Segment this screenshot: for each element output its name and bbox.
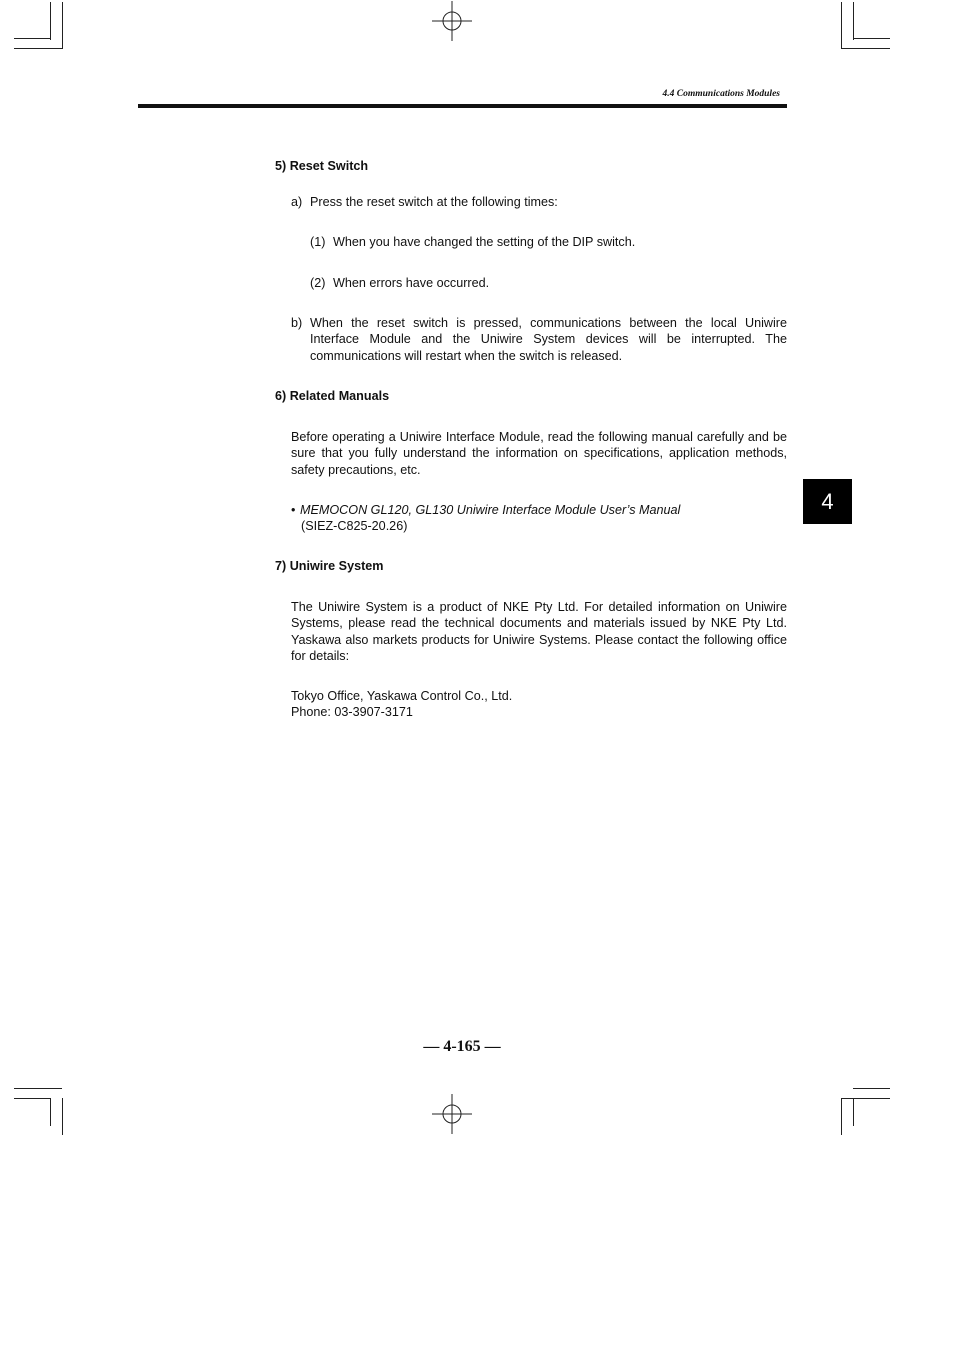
crop-mark [841,2,842,49]
crop-mark [853,1098,854,1126]
crop-mark [62,1098,63,1135]
crop-mark [14,38,51,39]
list-item-text: When the reset switch is pressed, communications between the local Uniwire Interface Module and the Uniwire System devices will be interrupted. The communications will restart when the switch is released. [310,316,787,363]
crop-mark [853,38,890,39]
list-label: a) [291,195,303,209]
manual-title: MEMOCON GL120, GL130 Uniwire Interface Module User’s Manual [300,503,681,517]
office-name: Tokyo Office, Yaskawa Control Co., Ltd. [291,689,513,703]
crop-mark [841,1098,842,1135]
crop-mark [14,1098,51,1099]
page-number: — 4-165 — [423,1038,501,1055]
running-header: 4.4 Communications Modules [662,89,780,99]
manual-code: (SIEZ-C825-20.26) [301,519,408,533]
header-rule [138,104,787,108]
registration-crosshair-icon [432,1094,472,1134]
crop-mark [62,2,63,49]
list-item-text: Press the reset switch at the following times: [310,195,558,209]
sublist-label: (2) [310,276,326,290]
bullet: • [291,503,296,517]
section-heading: 5) Reset Switch [275,159,369,173]
crop-mark [853,1088,890,1089]
crop-mark [841,48,890,49]
registration-crosshair-icon [432,1,472,41]
office-phone: Phone: 03-3907-3171 [291,705,413,719]
paragraph: Before operating a Uniwire Interface Module, read the following manual carefully and be sure that you fully understand the information on specifications, application methods, safety precautions, etc. [291,430,787,477]
list-label: b) [291,316,303,330]
sublist-item-text: When errors have occurred. [333,276,490,290]
paragraph: The Uniwire System is a product of NKE Pty Ltd. For detailed information on Uniwire Systems, please read the technical documents and materials issued by NKE Pty Ltd. Yaskawa also markets products for Uniwire Systems. Please contact the following office for details: [291,600,787,664]
crop-mark [14,1088,62,1089]
crop-mark [50,2,51,40]
crop-mark [841,1098,890,1099]
sublist-label: (1) [310,235,326,249]
section-heading: 6) Related Manuals [275,389,390,403]
section-heading: 7) Uniwire System [275,559,384,573]
chapter-tab: 4 [803,479,852,524]
crop-mark [50,1098,51,1126]
crop-mark [14,48,62,49]
sublist-item-text: When you have changed the setting of the DIP switch. [333,235,636,249]
crop-mark [853,2,854,40]
